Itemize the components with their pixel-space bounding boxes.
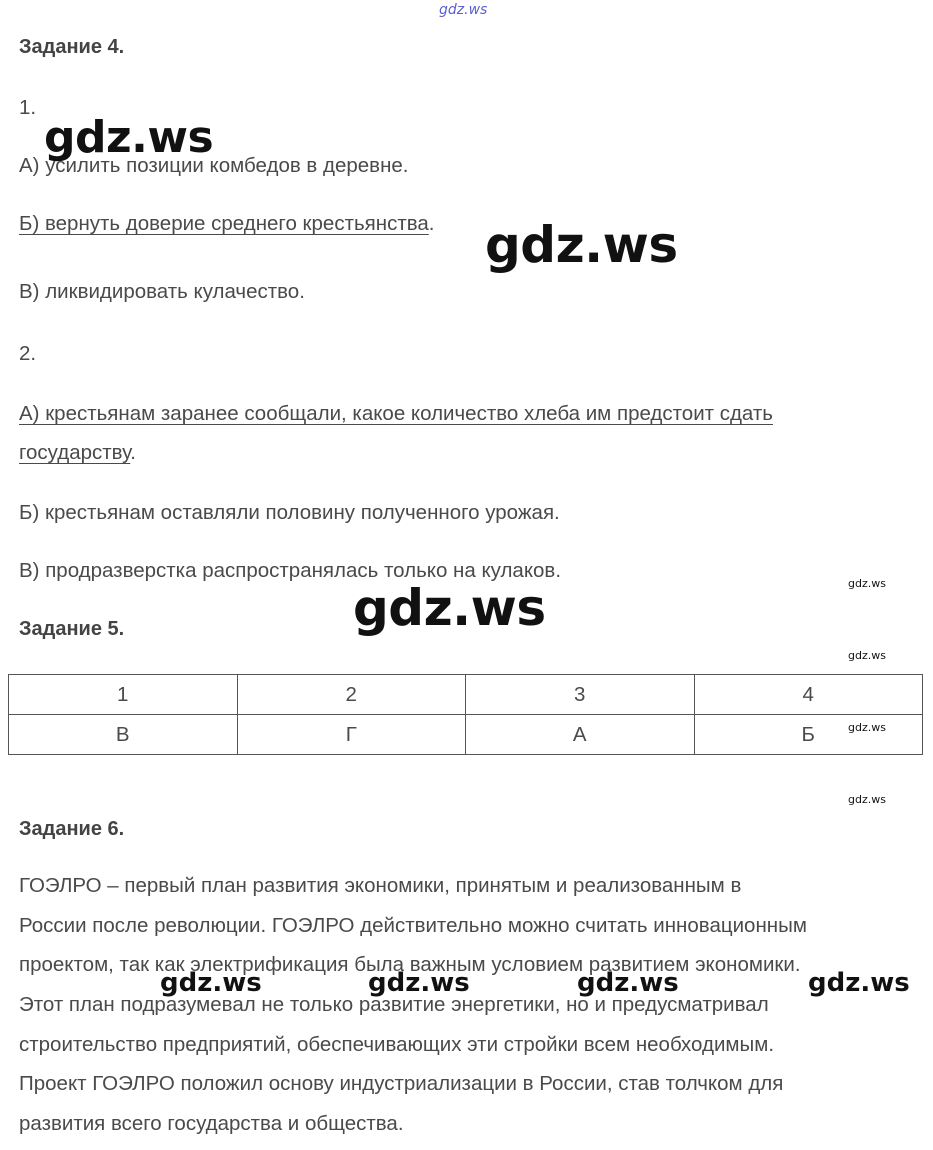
table-row — [9, 715, 923, 755]
table-cell: А — [466, 715, 695, 755]
task6-title: Задание 6. — [19, 818, 125, 840]
task4-q2-option-c: В) продразверстка распространялась только на кулаков. — [19, 559, 562, 582]
task4-q1-option-b-text: Б) вернуть доверие среднего крестьянства — [19, 212, 429, 235]
task6-paragraph — [19, 868, 919, 1146]
task4-q2-option-a-end: . — [130, 441, 136, 464]
table-header-cell: 4 — [694, 675, 923, 715]
watermark-big-2: gdz.ws — [485, 216, 678, 274]
paragraph-line: развития всего государства и общества. — [19, 1112, 404, 1136]
task4-q1-option-c: В) ликвидировать кулачество. — [19, 280, 305, 303]
table-cell: Г — [237, 715, 466, 755]
watermark-row-1: gdz.ws — [160, 968, 262, 998]
watermark-small-4: gdz.ws — [848, 793, 886, 806]
task4-q2-option-a-line2 — [19, 441, 136, 465]
watermark-row-2: gdz.ws — [368, 968, 470, 998]
task4-q2-option-b: Б) крестьянам оставляли половину полученного урожая. — [19, 501, 560, 524]
task4-q1-option-b — [19, 212, 434, 236]
table-header-cell: 3 — [466, 675, 695, 715]
watermark-small-2: gdz.ws — [848, 649, 886, 662]
paragraph-line: ГОЭЛРО – первый план развития экономики, принятым и реализованным в — [19, 874, 742, 897]
task5-answer-table — [8, 674, 923, 755]
task4-title: Задание 4. — [19, 36, 125, 58]
paragraph-line: России после революции. ГОЭЛРО действительно можно считать инновационным — [19, 913, 807, 937]
task4-q2-option-a-line2-text: государству — [19, 441, 131, 464]
task5-title: Задание 5. — [19, 618, 125, 640]
table-header-cell: 1 — [9, 675, 238, 715]
table-row — [9, 675, 923, 715]
watermark-small-1: gdz.ws — [848, 577, 886, 590]
task4-q2-option-a-line1: А) крестьянам заранее сообщали, какое количество хлеба им предстоит сдать — [19, 402, 773, 425]
watermark-small-3: gdz.ws — [848, 721, 886, 734]
task4-q1-option-b-end: . — [428, 212, 435, 235]
paragraph-line: строительство предприятий, обеспечивающих эти стройки всем необходимым. — [19, 1032, 775, 1056]
task4-q1-number: 1. — [19, 96, 37, 119]
table-cell: Б — [694, 715, 923, 755]
watermark-big-3: gdz.ws — [353, 579, 546, 637]
watermark-top: gdz.ws — [439, 2, 488, 18]
task4-q2-number: 2. — [19, 342, 37, 365]
paragraph-line: Проект ГОЭЛРО положил основу индустриализации в России, став толчком для — [19, 1072, 784, 1096]
watermark-row-4: gdz.ws — [808, 968, 910, 998]
paragraph-line: проектом, так как электрификация была важным условием развитием экономики. — [19, 953, 801, 977]
watermark-row-3: gdz.ws — [577, 968, 679, 998]
watermark-big-1: gdz.ws — [44, 112, 214, 163]
paragraph-line: Этот план подразумевал не только развитие энергетики, но и предусматривал — [19, 993, 769, 1017]
table-cell: В — [9, 715, 238, 755]
task4-q1-option-a: А) усилить позиции комбедов в деревне. — [19, 154, 409, 177]
table-header-cell: 2 — [237, 675, 466, 715]
